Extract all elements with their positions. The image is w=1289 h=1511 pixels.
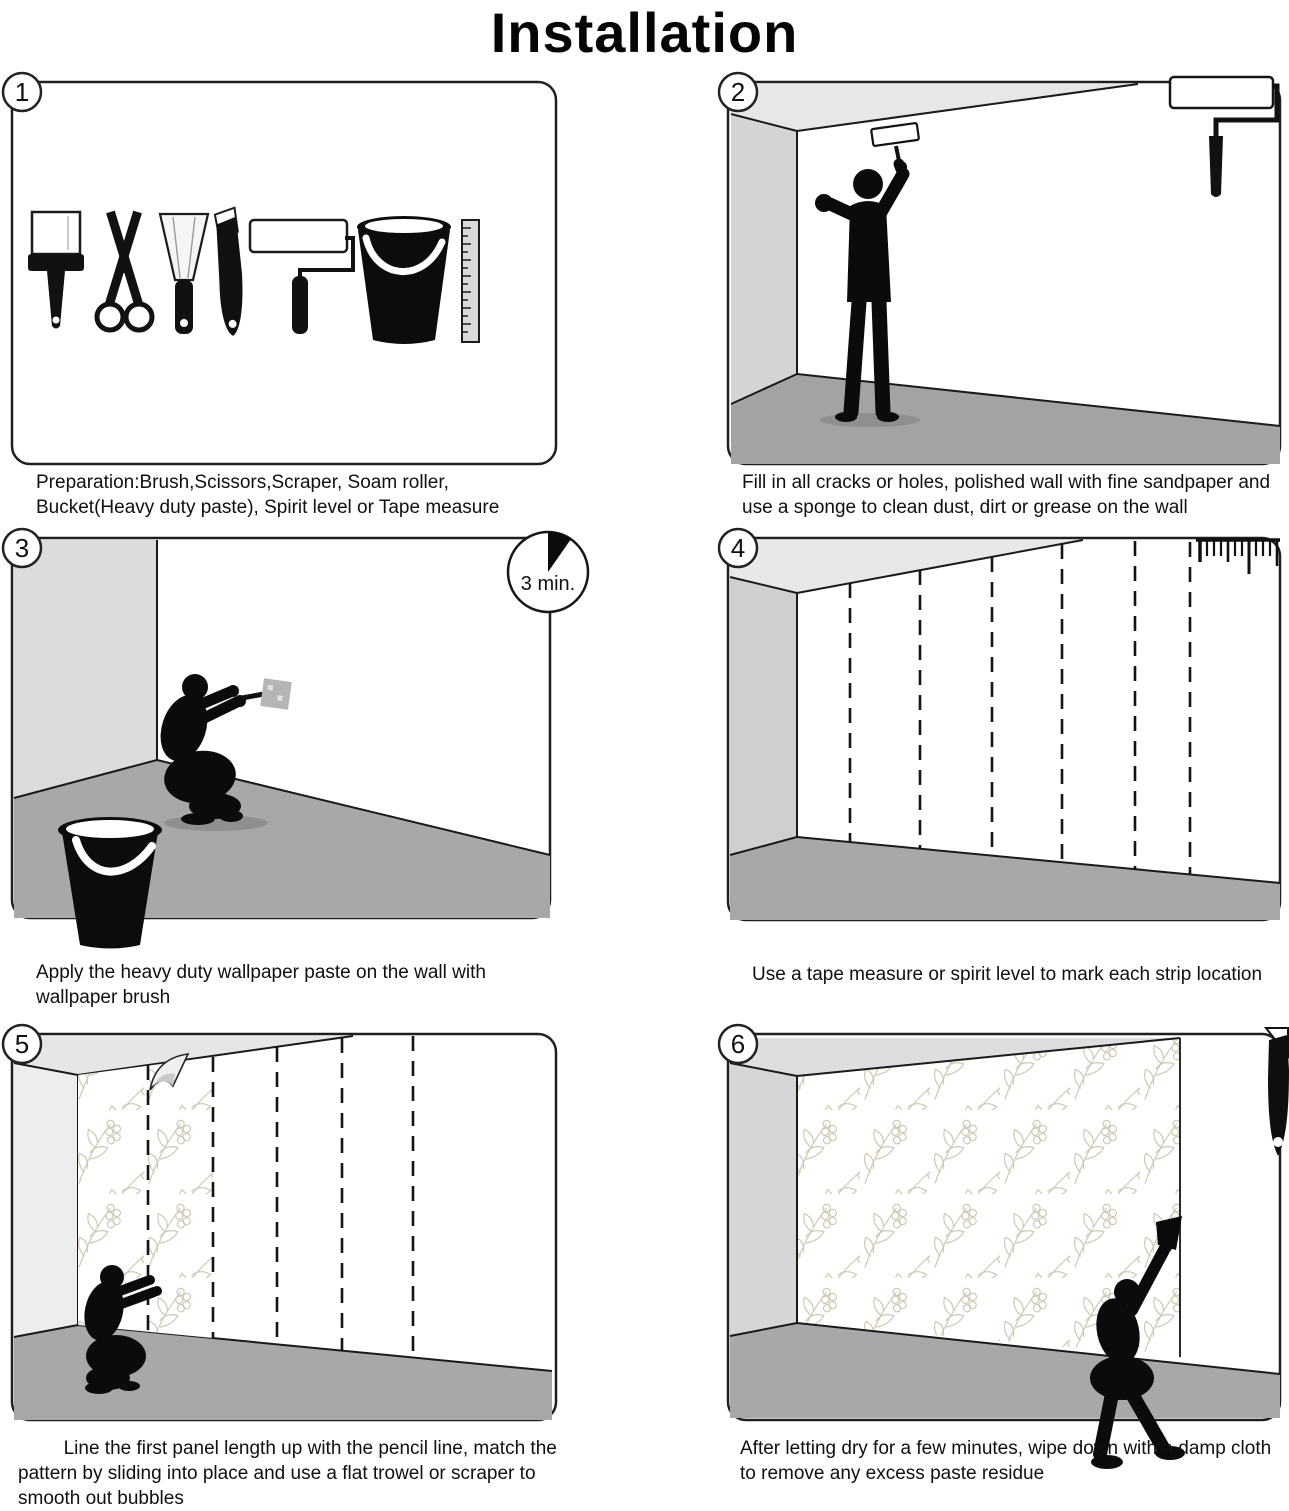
- timer-label: 3 min.: [520, 573, 576, 595]
- step-number-badge: [3, 1025, 41, 1063]
- page-title: Installation: [490, 1, 799, 64]
- svg-text:1: 1: [14, 77, 30, 107]
- step-number-badge: [719, 529, 757, 567]
- step-caption-5: Line the first panel length up with the pencil line, match the pattern by sliding into place and use a flat trowel or scraper to smooth out bubbles: [18, 1438, 557, 1509]
- svg-text:6: 6: [730, 1029, 746, 1059]
- step-caption-6: After letting dry for a few minutes, wipe down with a damp cloth to remove any excess paste residue: [740, 1438, 1272, 1484]
- bucket-icon: [58, 817, 162, 949]
- step-number-badge: [3, 529, 41, 567]
- step-illustration-6: [720, 1026, 1289, 1500]
- svg-text:3: 3: [14, 533, 30, 563]
- svg-text:5: 5: [14, 1029, 30, 1059]
- svg-text:4: 4: [730, 533, 746, 563]
- spirit-level-icon: [462, 220, 479, 342]
- step-illustration-3: [4, 530, 604, 962]
- step-number-badge: [719, 1025, 757, 1063]
- step-illustration-5: [4, 1026, 564, 1430]
- step-caption-4: Use a tape measure or spirit level to mark each strip location: [752, 964, 1263, 985]
- step-caption-3: Apply the heavy duty wallpaper paste on the wall with wallpaper brush: [36, 962, 486, 1008]
- step-caption-2: Fill in all cracks or holes, polished wall with fine sandpaper and use a sponge to clean dust, dirt or grease on the wall: [742, 472, 1271, 518]
- step-illustration-1: [4, 74, 564, 474]
- step-number-badge: [3, 73, 41, 111]
- clock-icon: [508, 532, 588, 612]
- svg-text:2: 2: [730, 77, 746, 107]
- step-number-badge: [719, 73, 757, 111]
- bucket-icon: [357, 216, 451, 344]
- step-caption-1: Preparation:Brush,Scissors,Scraper, Soam roller, Bucket(Heavy duty paste), Spirit level or Tape measure: [36, 472, 500, 518]
- step-illustration-4: [720, 530, 1289, 930]
- step-illustration-2: [720, 74, 1289, 474]
